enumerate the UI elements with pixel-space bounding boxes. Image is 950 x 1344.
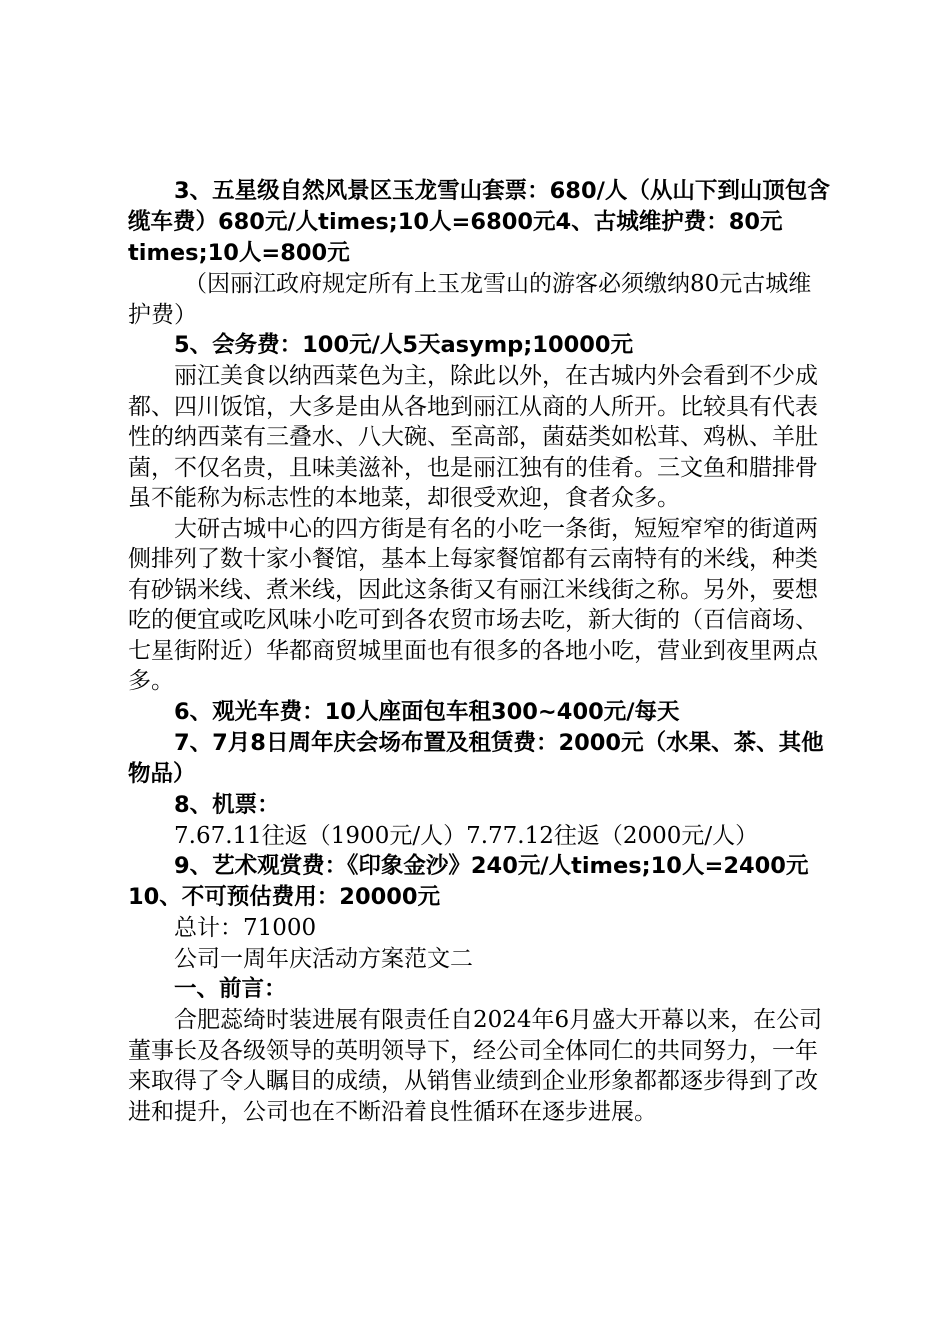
item-9-art-show-fee: 9、艺术观赏费：《印象金沙》240元/人times;10人=2400元10、不可预估费用：20000元 (128, 853, 809, 910)
item-7-venue-fee: 7、7月8日周年庆会场布置及租赁费：2000元（水果、茶、其他物品） (128, 729, 824, 787)
section-title-plan-two: 公司一周年庆活动方案范文二 (174, 945, 473, 972)
total-amount: 总计：71000 (174, 915, 317, 941)
item-8-air-tickets: 8、机票： (174, 791, 280, 818)
air-ticket-details: 7.67.11往返（1900元/人）7.77.12往返（2000元/人） (174, 822, 759, 849)
paragraph-preface: 合肥蕊绮时装进展有限责任自2024年6月盛大开幕以来，在公司董事长及各级领导的英明领导下，经公司全体同仁的共同努力，一年来取得了令人瞩目的成绩，从销售业绩到企业形象都都逐步得到了改进和提升，公司也在不断沿着良性循环在逐步进展。 (128, 1007, 823, 1125)
note-maintenance-fee: （因丽江政府规定所有上玉龙雪山的游客必须缴纳80元古城维护费） (128, 271, 812, 328)
paragraph-sifang-street: 大研古城中心的四方街是有名的小吃一条街，短短窄窄的街道两侧排列了数十家小餐馆，基本上每家餐馆都有云南特有的米线，种类有砂锅米线、煮米线，因此这条街又有丽江米线街之称。另外，要想吃的便宜或吃风味小吃可到各农贸市场去吃，新大街的（百信商场、七星街附近）华都商贸城里面也有很多的各地小吃，营业到夜里两点多。 (128, 515, 818, 694)
item-5-conference-fee: 5、会务费：100元/人5天asymp;10000元 (174, 332, 634, 358)
paragraph-lijiang-food: 丽江美食以纳西菜色为主，除此以外，在古城内外会看到不少成都、四川饭馆，大多是由从各地到丽江从商的人所开。比较具有代表性的纳西菜有三叠水、八大碗、至高部，菌菇类如松茸、鸡枞、羊肚菌，不仅名贵，且味美滋补，也是丽江独有的佳肴。三文鱼和腊排骨虽不能称为标志性的本地菜，却很受欢迎，食者众多。 (128, 363, 818, 511)
item-3-scenic-tickets: 3、五星级自然风景区玉龙雪山套票：680/人（从山下到山顶包含缆车费）680元/人times;10人=6800元4、古城维护费：80元times;10人=800元 (128, 178, 830, 266)
heading-preface: 一、前言： (174, 976, 287, 1002)
document-page (128, 176, 832, 1127)
item-6-sightseeing-car: 6、观光车费：10人座面包车租300~400元/每天 (174, 698, 680, 725)
